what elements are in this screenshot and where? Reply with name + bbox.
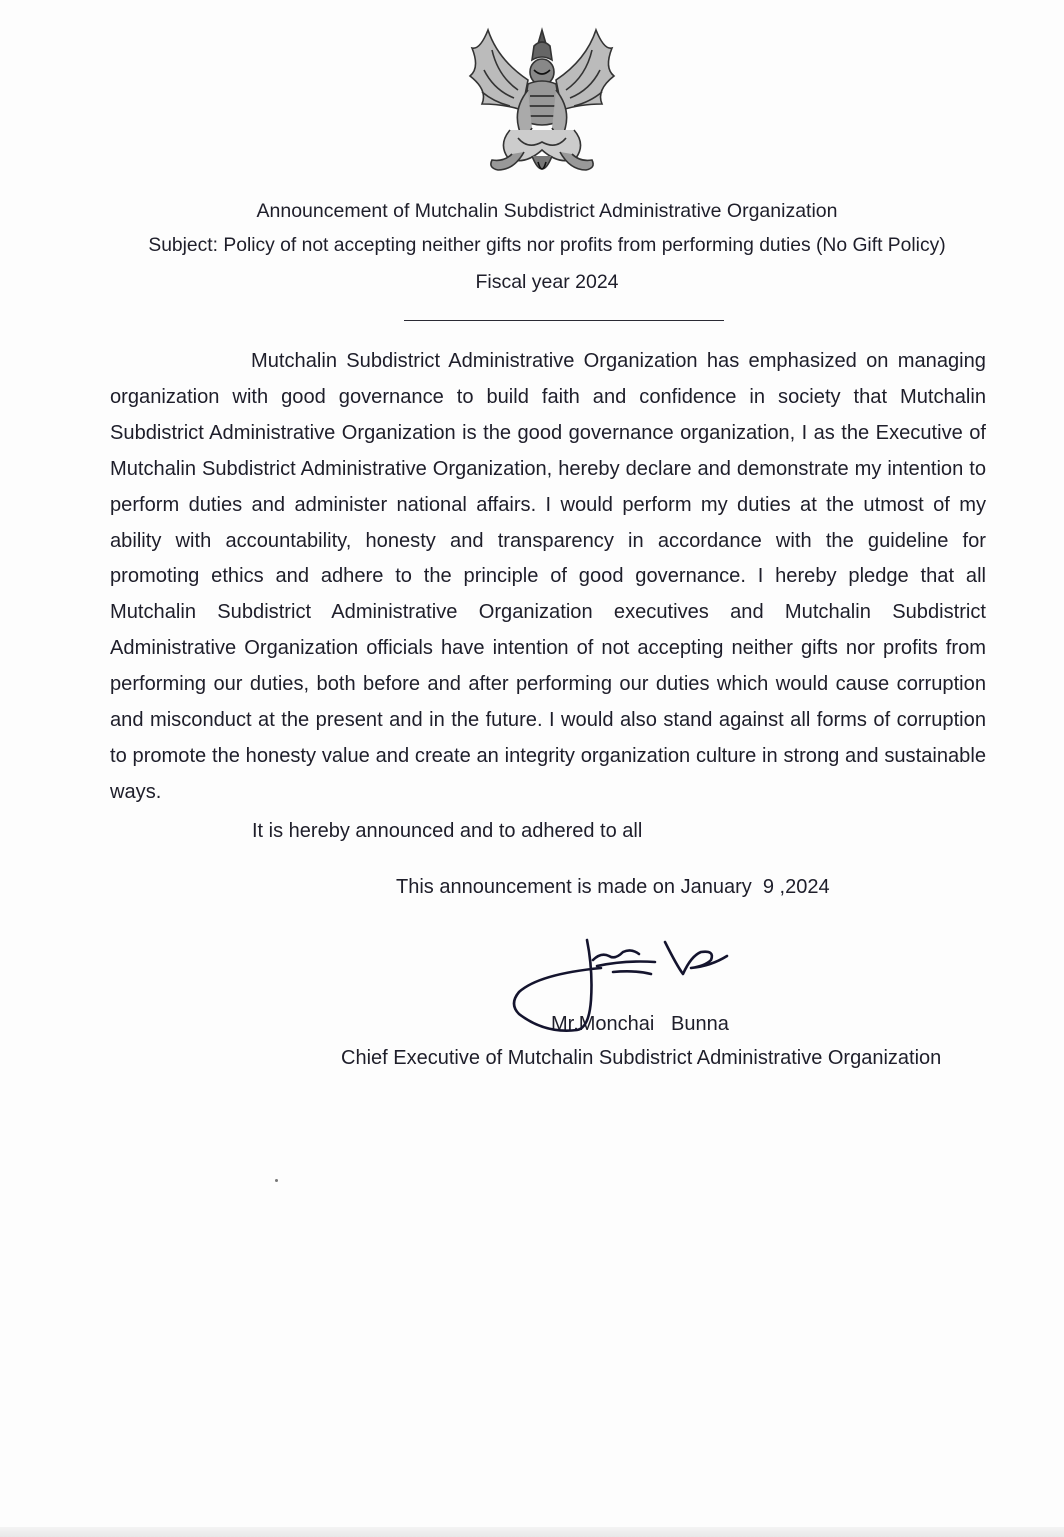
- signer-name: Mr.Monchai Bunna: [551, 1013, 729, 1035]
- announcement-body: Mutchalin Subdistrict Administrative Organization has emphasized on managing organization with good governance to build faith and confidence in society that Mutchalin Subdistrict Administrative Organization is the good governance organization, I as the Executive of Mutchalin Subdistrict Administrative Organization, hereby declare and demonstrate my intention to perform duties and administer national affairs. I would perform my duties at the utmost of my ability with accountability, honesty and transparency in accordance with the guideline for promoting ethics and adhere to the principle of good governance. I hereby pledge that all Mutchalin Subdistrict Administrative Organization executives and Mutchalin Subdistrict Administrative Organization officials have intention of not accepting neither gifts nor profits from performing our duties, both before and after performing our duties which would cause corruption and misconduct at the present and in the future. I would also stand against all forms of corruption to promote the honesty value and create an integrity organization culture in strong and sustainable ways.: [110, 350, 986, 803]
- signer-position: Chief Executive of Mutchalin Subdistrict Administrative Organization: [341, 1047, 942, 1069]
- scan-bottom-edge: [0, 1527, 1064, 1537]
- announcement-title: Announcement of Mutchalin Subdistrict Administrative Organization: [256, 200, 838, 222]
- fiscal-year: Fiscal year 2024: [475, 271, 619, 293]
- announcement-subject: Subject: Policy of not accepting neither gifts nor profits from performing duties (No Gift Policy): [148, 235, 946, 256]
- announced-line: It is hereby announced and to adhered to all: [252, 820, 643, 842]
- scan-speck: [275, 1179, 278, 1182]
- garuda-emblem-icon: [458, 20, 626, 185]
- handwritten-signature: [505, 930, 740, 1035]
- heading-divider: [404, 320, 724, 321]
- announcement-date: This announcement is made on January 9 ,2024: [396, 876, 830, 898]
